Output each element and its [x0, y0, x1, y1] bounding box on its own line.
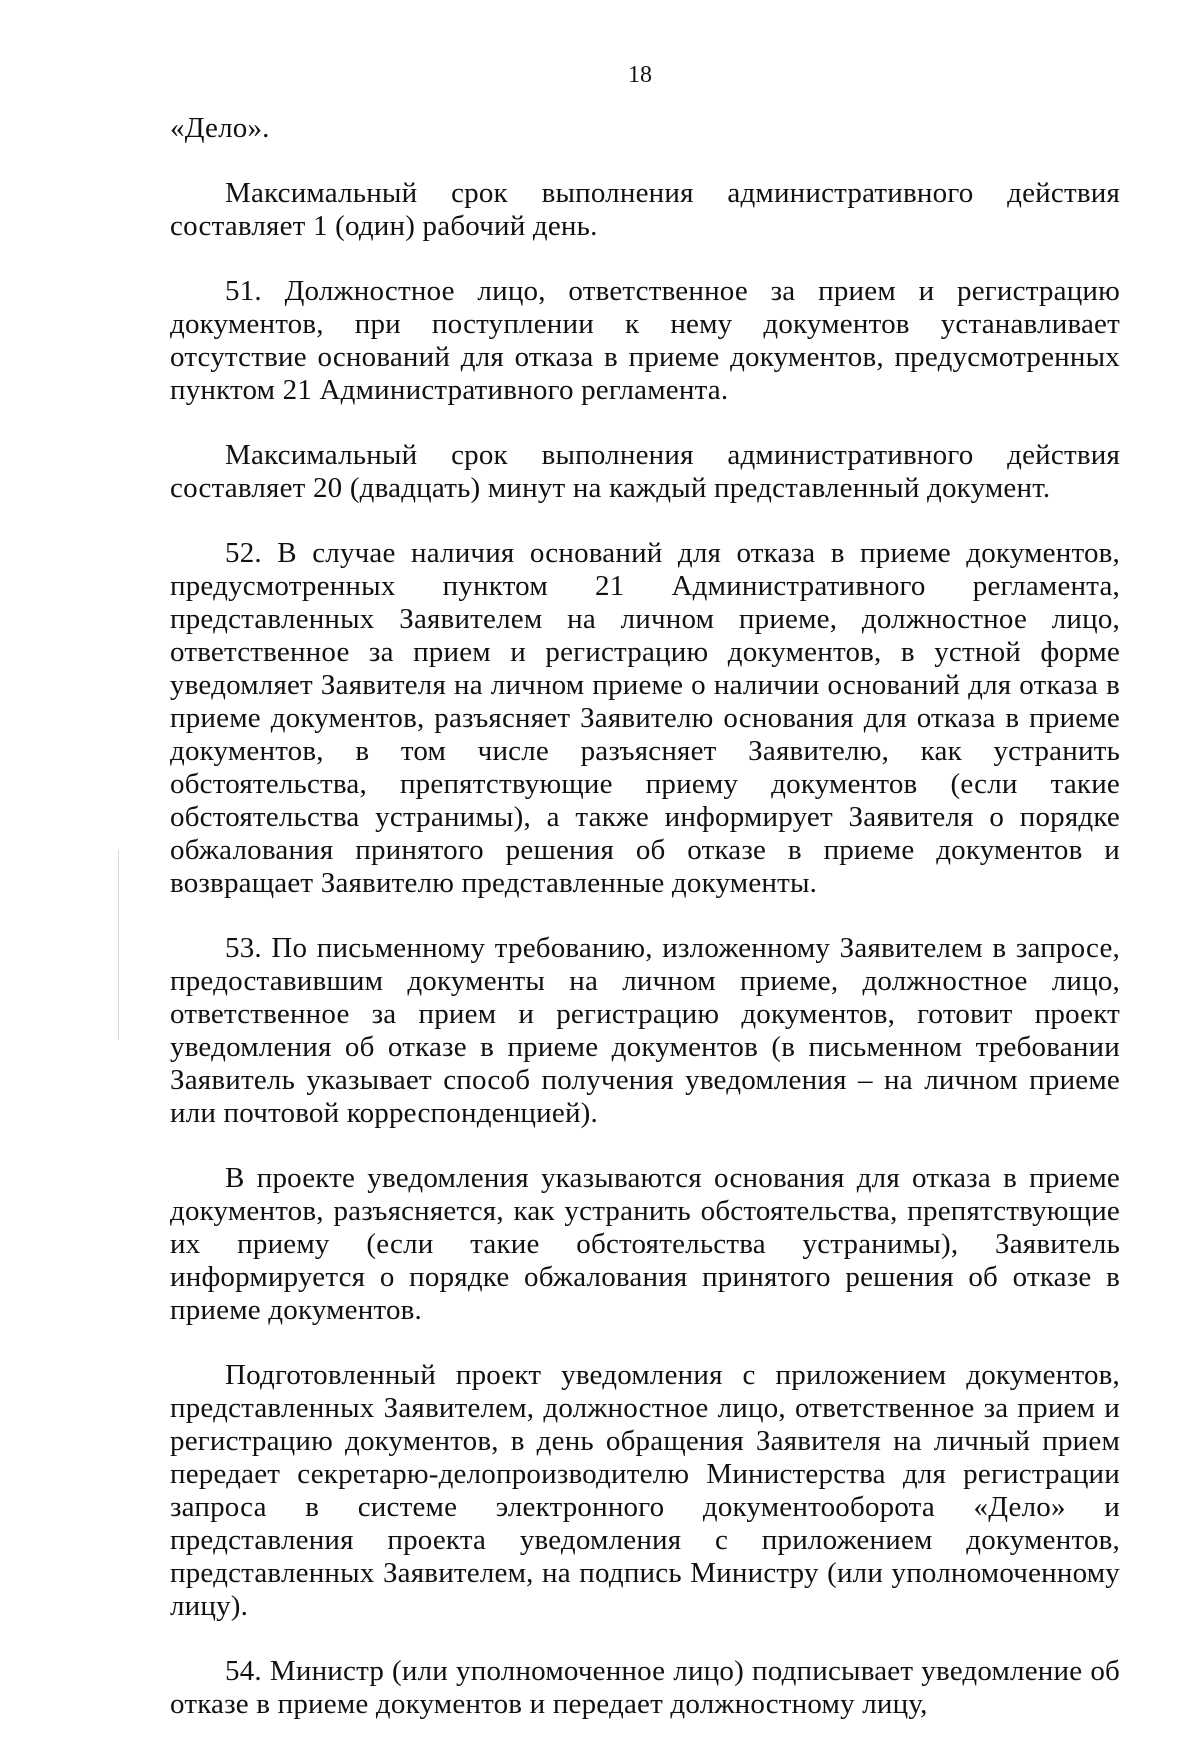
paragraph-clause-51: 51. Должностное лицо, ответственное за прием и регистрацию документов, при поступлении к нему документов устанавливает отсутствие оснований для отказа в приеме документов, предусмотренных пунктом 21 Административного регламента.	[170, 275, 1120, 406]
paragraph-deadline-2: Максимальный срок выполнения административного действия составляет 20 (двадцать) минут на каждый представленный документ.	[170, 439, 1120, 504]
paragraph-continuation: «Дело».	[170, 112, 270, 144]
paragraph-clause-54: 54. Министр (или уполномоченное лицо) подписывает уведомление об отказе в приеме документов и передает должностному лицу,	[170, 1655, 1120, 1720]
page-number: 18	[628, 62, 652, 88]
paragraph-deadline-1: Максимальный срок выполнения административного действия составляет 1 (один) рабочий день.	[170, 177, 1120, 242]
paragraph-clause-52: 52. В случае наличия оснований для отказа в приеме документов, предусмотренных пунктом 21 Административного регламента, представленных Заявителем на личном приеме, должностное лицо, ответственное за прием и регистрацию документов, в устной форме уведомляет Заявителя на личном приеме о наличии оснований для отказа в приеме документов, разъясняет Заявителю основания для отказа в приеме документов, в том числе разъясняет Заявителю, как устранить обстоятельства, препятствующие приему документов (если такие обстоятельства устранимы), а также информирует Заявителя о порядке обжалования принятого решения об отказе в приеме документов и возвращает Заявителю представленные документы.	[170, 537, 1120, 899]
margin-mark	[118, 850, 119, 1040]
paragraph-notice-preparation: Подготовленный проект уведомления с приложением документов, представленных Заявителем, должностное лицо, ответственное за прием и регистрацию документов, в день обращения Заявителя на личный прием передает секретарю-делопроизводителю Министерства для регистрации запроса в системе электронного документооборота «Дело» и представления проекта уведомления с приложением документов, представленных Заявителем, на подпись Министру (или уполномоченному лицу).	[170, 1359, 1120, 1622]
document-body	[170, 112, 1120, 1753]
paragraph-notice-content: В проекте уведомления указываются основания для отказа в приеме документов, разъясняется, как устранить обстоятельства, препятствующие их приему (если такие обстоятельства устранимы), Заявитель информируется о порядке обжалования принятого решения об отказе в приеме документов.	[170, 1162, 1120, 1326]
paragraph-clause-53: 53. По письменному требованию, изложенному Заявителем в запросе, предоставившим документы на личном приеме, должностное лицо, ответственное за прием и регистрацию документов, готовит проект уведомления об отказе в приеме документов (в письменном требовании Заявитель указывает способ получения уведомления – на личном приеме или почтовой корреспонденцией).	[170, 932, 1120, 1129]
